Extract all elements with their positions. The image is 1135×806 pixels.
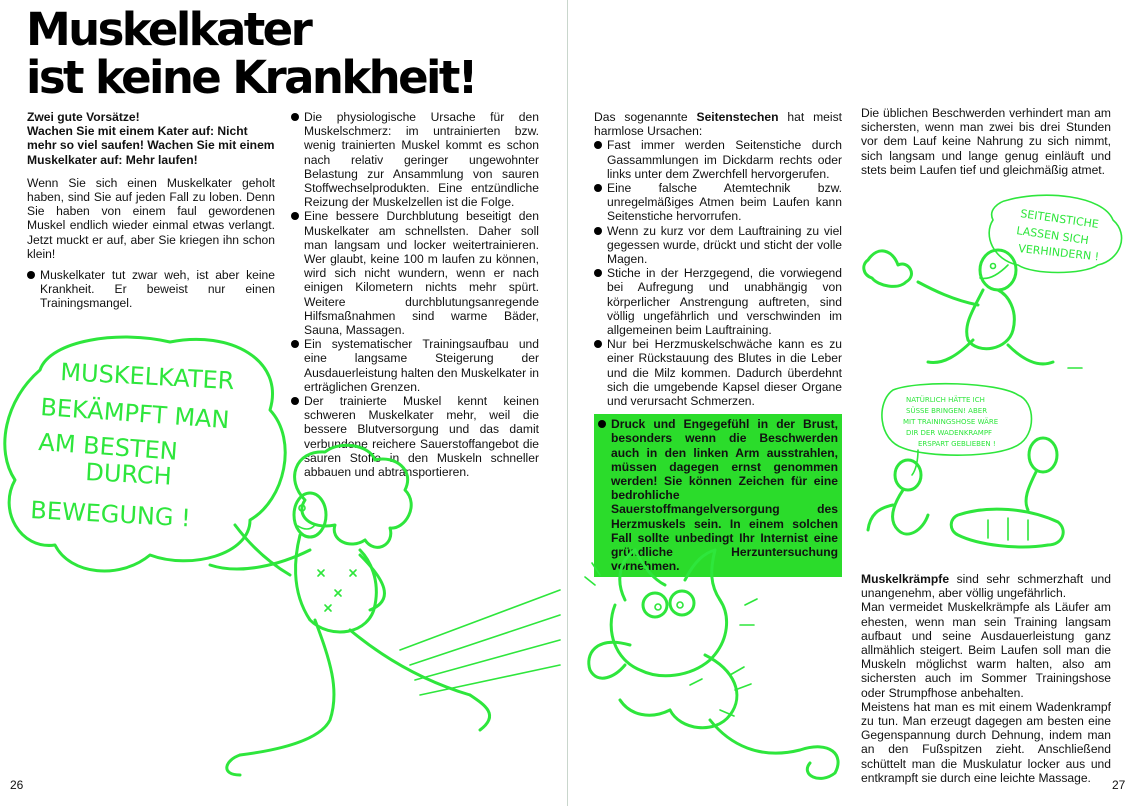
seitenstiche-illustration bbox=[858, 190, 1128, 380]
bubble-line-2: BEKÄMPFT MAN bbox=[39, 393, 231, 435]
bullet-item: Die physiologische Ursache für den Muskelschmerz: im untrainierten bzw. wenig trainierten Muskel kommt es schon nach relativ geringer ungewohnter Belastung zur Ansammlung von sauren Stoffwechselprodukten. Eine entzündliche Reizung der Muskelzellen ist die Folge. bbox=[291, 110, 539, 209]
bullet-item: Eine bessere Durchblutung beseitigt den Muskelkater am schnellsten. Daher soll man langsam und locker weitertrainieren. Wer glaubt, keine 100 m laufen zu können, wird sich nicht wundern, wenn er nach einigen Kilometern nichts mehr spürt. Weitere durchblutungsanregende Hilfsmaßnahmen sind warme Bäder, Sauna, Massagen. bbox=[291, 209, 539, 337]
bubble-line-1: MUSKELKATER bbox=[59, 358, 236, 396]
page-number-right: 27 bbox=[1112, 778, 1126, 792]
headline bbox=[26, 3, 496, 104]
bubble-line-2: SÜSSE BRINGEN! ABER bbox=[906, 407, 988, 415]
bubble-line-4: DURCH bbox=[84, 458, 173, 491]
right-column-2 bbox=[861, 106, 1111, 184]
bubble-line-3: AM BESTEN bbox=[37, 428, 179, 466]
bullet-item: Der trainierte Muskel kennt keinen schweren Muskelkater mehr, weil die bessere Blutversorgung und das damit verbundene reichere Sauerstoffangebot die sauren Stoffe in den Muskeln schneller abbauen und abtransportieren. bbox=[291, 394, 539, 479]
lead-line-1: Zwei gute Vorsätze! bbox=[27, 110, 140, 124]
left-column-2 bbox=[291, 110, 539, 479]
cramps-keyword: Muskelkrämpfe bbox=[861, 572, 950, 586]
bubble-line-3: VERHINDERN ! bbox=[1017, 242, 1100, 264]
bubble-line-1: SEITENSTICHE bbox=[1019, 207, 1100, 231]
page-number-left: 26 bbox=[10, 778, 24, 792]
bullet-item: Nur bei Herzmuskelschwäche kann es zu einer Rückstauung des Blutes in die Leber und die Milz kommen. Dadurch überdehnt sich die umgebende Kapsel dieser Organe und verursacht Schmerzen. bbox=[594, 337, 842, 408]
bubble-line-5: ERSPART GEBLIEBEN ! bbox=[918, 440, 996, 448]
cramps-paragraph-2: Man vermeidet Muskelkrämpfe als Läufer am ehesten, wenn man sein Training langsam aufbaut und seine Ausdauerleistung ganz allmählich steigert. Beim Laufen soll man die Muskeln möglichst warm halten, also am sichersten auch im Sommer Trainingshose oder Strumpfhose anbehalten. bbox=[861, 600, 1111, 700]
bullet-list bbox=[291, 110, 539, 479]
running-woman-illustration bbox=[200, 440, 570, 806]
cramps-section bbox=[861, 572, 1111, 785]
intro-after: hat meist harmlose Ursachen: bbox=[594, 110, 842, 139]
bullet-item: Eine falsche Atemtechnik bzw. unregelmäßiges Atmen beim Laufen kann Seitenstiche hervorrufen. bbox=[594, 181, 842, 224]
headline-line-1: Muskelkater bbox=[26, 3, 311, 56]
bullet-item: Ein systematischer Trainingsaufbau und eine langsame Steigerung der Ausdauerleistung halten den Muskelkater in erträglichen Grenzen. bbox=[291, 337, 539, 394]
bubble-line-4: DIR DER WADENKRAMPF bbox=[906, 429, 993, 437]
bubble-line-1: NATÜRLICH HÄTTE ICH bbox=[906, 396, 985, 404]
cramps-paragraph-1 bbox=[861, 572, 1111, 600]
bullet-list bbox=[27, 268, 275, 311]
warning-text: Druck und Engegefühl in der Brust, besonders wenn die Beschwerden auch in den linken Arm ausstrahlen, müssen dagegen ernst genommen werden! Sie können Zeichen für eine bedrohliche Sauerstoffmangelversorgung des Herzmuskels sein. In einem solchen Fall sollte unbedingt Ihr Internist eine gründliche Herzuntersuchung vornehmen. bbox=[611, 417, 838, 574]
prevention-paragraph: Die üblichen Beschwerden verhindert man am sichersten, wenn man zwei bis drei Stunden vor dem Lauf keine Nahrung zu sich nimmt, sich langsam und lange genug einläuft und stets beim Laufen tief und gleichmäßig atmet. bbox=[861, 106, 1111, 177]
bubble-line-5: BEWEGUNG ! bbox=[29, 496, 192, 533]
cat-illustration bbox=[570, 545, 860, 800]
cramps-sentence: sind sehr schmerzhaft und unangenehm, aber völlig ungefährlich. bbox=[861, 572, 1111, 601]
bullet-list bbox=[594, 138, 842, 408]
left-column-1 bbox=[27, 110, 275, 311]
bullet-item: Wenn zu kurz vor dem Lauftraining zu viel gegessen wurde, drückt und sticht der volle Magen. bbox=[594, 224, 842, 267]
wadenkrampf-illustration bbox=[858, 380, 1128, 570]
bubble-line-2: LASSEN SICH bbox=[1015, 224, 1090, 248]
intro-paragraph: Wenn Sie sich einen Muskelkater geholt haben, sind Sie auf jeden Fall zu loben. Denn Sie haben von einem faul gewordenen Muskel endlich wieder einmal etwas verlangt. Jetzt muckt er auf, aber Sie kriegen ihn schon klein! bbox=[27, 175, 275, 261]
intro-before: Das sogenannte bbox=[594, 110, 697, 124]
right-column-1 bbox=[594, 110, 842, 577]
bullet-item: Muskelkater tut zwar weh, ist aber keine Krankheit. Er beweist nur einen Trainingsmangel. bbox=[27, 268, 275, 311]
lead-line-2: Wachen Sie mit einem Kater auf: Nicht mehr so viel saufen! Wachen Sie mit einem Muskelkater auf: Mehr laufen! bbox=[27, 124, 275, 167]
intro-keyword: Seitenstechen bbox=[696, 110, 779, 124]
headline-line-2: ist keine Krankheit! bbox=[26, 51, 476, 104]
cramps-paragraph-3: Meistens hat man es mit einem Wadenkrampf zu tun. Man erzeugt dagegen am besten eine Gegenspannung durch Dehnung, indem man an den Fußspitzen zieht. Anschließend schüttelt man die Muskulatur locker aus und entkrampft sie durch eine leichte Massage. bbox=[861, 699, 1111, 785]
lead-text bbox=[27, 110, 275, 167]
bubble-line-3: MIT TRAININGSHOSE WÄRE bbox=[903, 418, 999, 426]
seitenstechen-intro bbox=[594, 110, 842, 138]
bullet-item: Stiche in der Herzgegend, die vorwiegend bei Aufregung und unabhängig von körperlicher Anstrengung auftreten, sind völlig ungefährlich und verschwinden im allgemeinen beim Lauftraining. bbox=[594, 266, 842, 337]
bullet-item: Fast immer werden Seitenstiche durch Gassammlungen im Dickdarm rechts oder links unter dem Zwerchfell hervorgerufen. bbox=[594, 138, 842, 181]
